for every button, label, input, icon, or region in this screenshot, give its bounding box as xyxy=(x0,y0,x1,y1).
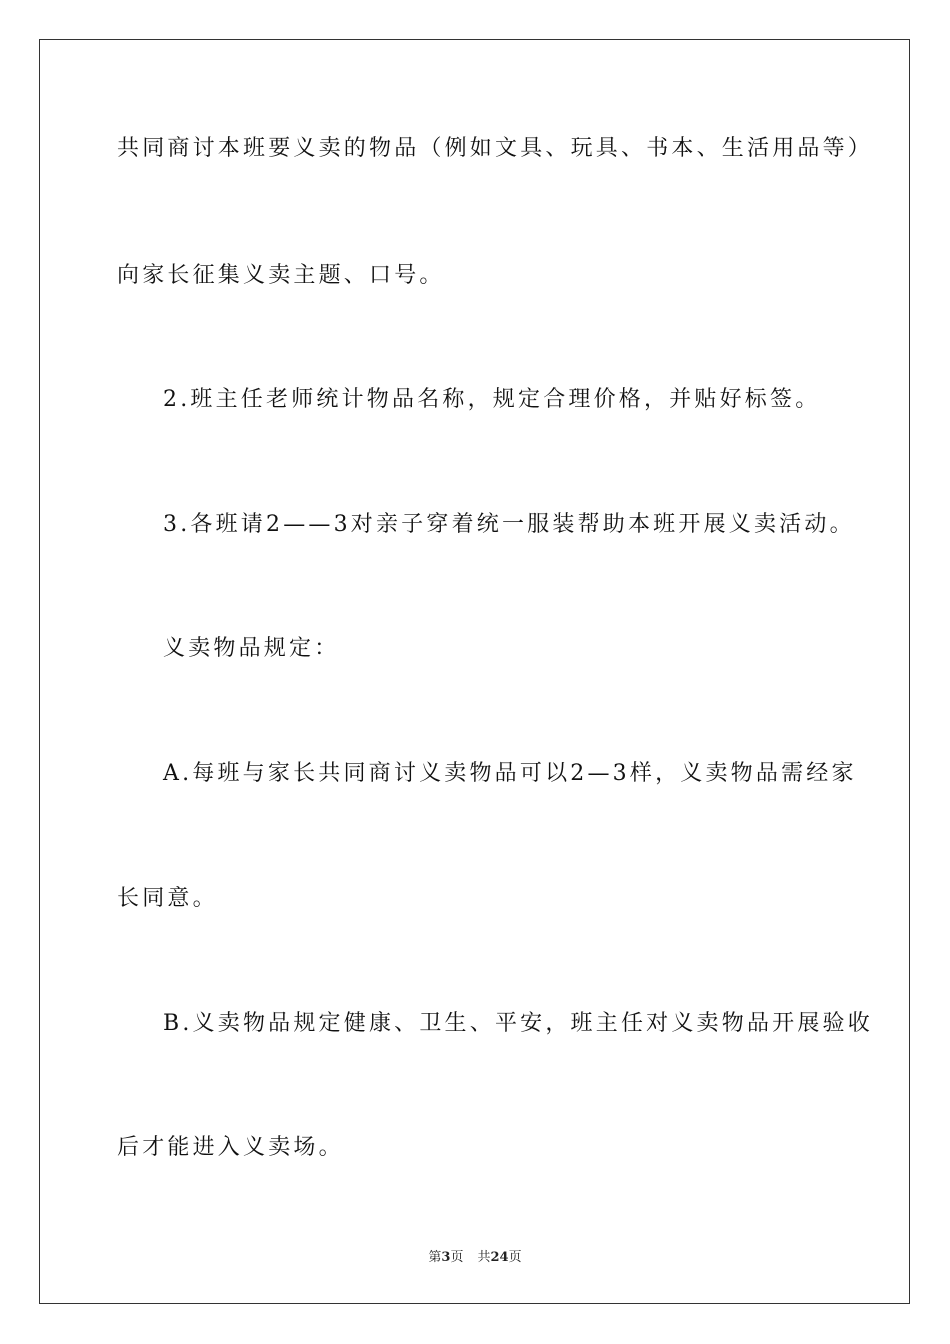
paragraph-line-1: 共同商讨本班要义卖的物品（例如文具、玩具、书本、生活用品等） xyxy=(117,136,874,161)
paragraph-line-7: 长同意。 xyxy=(117,886,218,911)
paragraph-line-4: 3.各班请2——3对亲子穿着统一服装帮助本班开展义卖活动。 xyxy=(163,512,855,537)
paragraph-line-6: A.每班与家长共同商讨义卖物品可以2—3样，义卖物品需经家 xyxy=(163,761,857,786)
footer-page-suffix: 页 xyxy=(450,1250,464,1265)
paragraph-line-2: 向家长征集义卖主题、口号。 xyxy=(117,263,445,288)
page-border xyxy=(39,39,910,1304)
footer-page-prefix: 第 xyxy=(428,1250,442,1265)
footer-page-number: 3 xyxy=(441,1250,451,1265)
footer-total-prefix: 共 xyxy=(477,1250,491,1265)
paragraph-line-5: 义卖物品规定： xyxy=(163,636,340,661)
paragraph-line-8: B.义卖物品规定健康、卫生、平安，班主任对义卖物品开展验收 xyxy=(163,1011,873,1036)
footer-total-suffix: 页 xyxy=(508,1250,522,1265)
footer-total-pages: 24 xyxy=(490,1250,509,1265)
paragraph-line-9: 后才能进入义卖场。 xyxy=(117,1135,344,1160)
page-footer xyxy=(0,1246,950,1265)
paragraph-line-3: 2.班主任老师统计物品名称，规定合理价格，并贴好标签。 xyxy=(163,387,821,412)
